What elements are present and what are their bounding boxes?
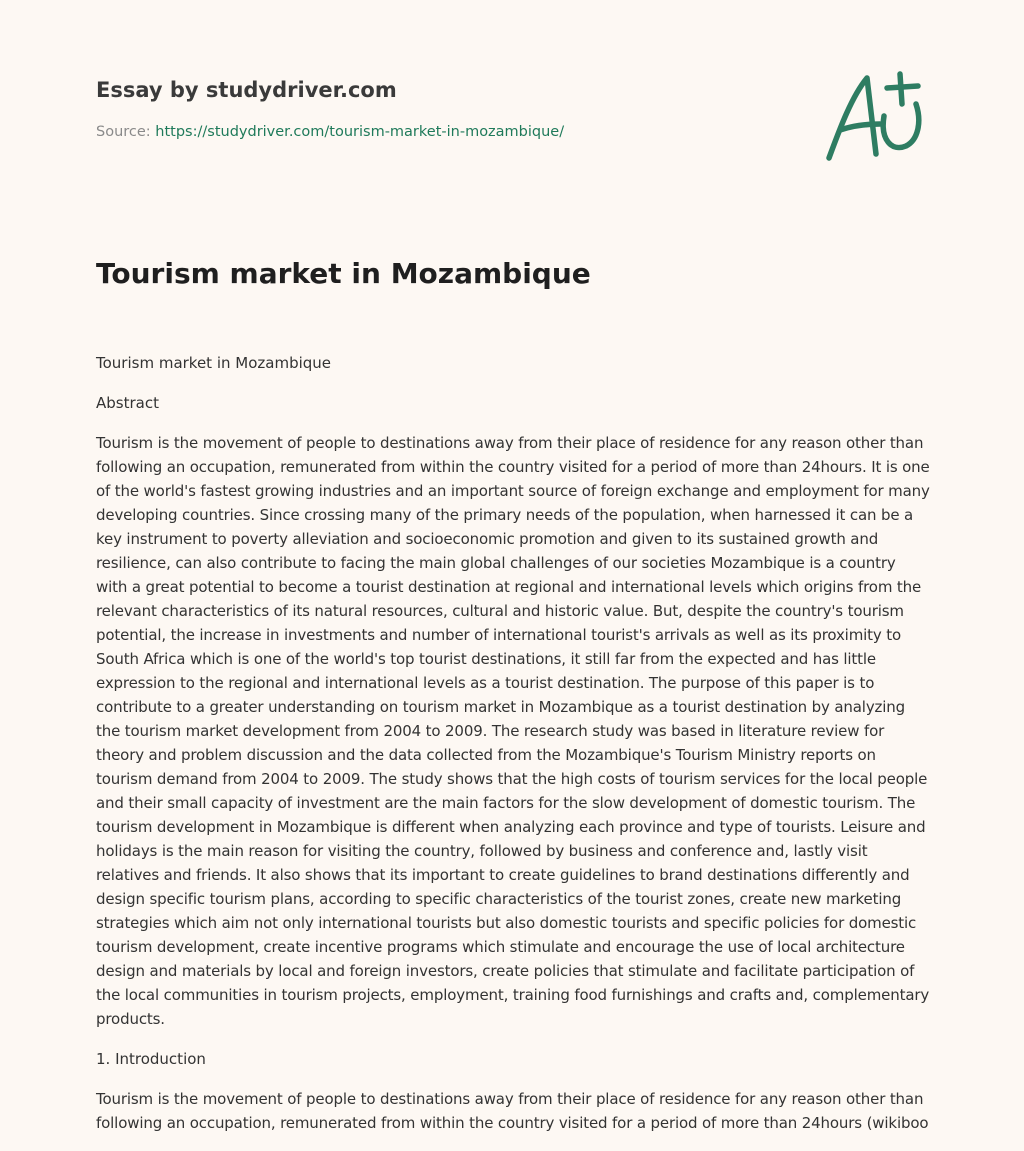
introduction-line-1: Tourism is the movement of people to destinations away from their place of residence for any reason other than [96, 1090, 924, 1108]
page-title: Tourism market in Mozambique [96, 257, 591, 290]
a-plus-logo-icon [820, 66, 930, 166]
source-line [96, 122, 564, 142]
site-title: Essay by studydriver.com [96, 78, 397, 102]
header [96, 76, 564, 142]
introduction-heading: 1. Introduction [96, 1050, 206, 1068]
abstract-paragraph: Tourism is the movement of people to destinations away from their place of residence for any reason other than following an occupation, remunerated from within the country visited for a period of more than 24hours. It is one of the world's fastest growing industries and an important source of foreign exchange and employment for many developing countries. Since crossing many of the primary needs of the population, when harnessed it can be a key instrument to poverty alleviation and socioeconomic promotion and given to its sustained growth and resilience, can also contribute to facing the main global challenges of our societies Mozambique is a country with a great potential to become a tourist destination at regional and international levels which origins from the relevant characteristics of its natural resources, cultural and historic value. But, despite the country's tourism potential, the increase in investments and number of international tourist's arrivals as well as its proximity to South Africa which is one of the world's top tourist destinations, it still far from the expected and has little expression to the regional and international levels as a tourist destination. The purpose of this paper is to contribute to a greater understanding on tourism market in Mozambique as a tourist destination by analyzing the tourism market development from 2004 to 2009. The research study was based in literature review for theory and problem discussion and the data collected from the Mozambique's Tourism Ministry reports on tourism demand from 2004 to 2009. The study shows that the high costs of tourism services for the local people and their small capacity of investment are the main factors for the slow development of domestic tourism. The tourism development in Mozambique is different when analyzing each province and type of tourists. Leisure and holidays is the main reason for visiting the country, followed by business and conference and, lastly visit relatives and friends. It also shows that its important to create guidelines to brand destinations differently and design specific tourism plans, according to specific characteristics of the tourist zones, create new marketing strategies which aim not only international tourists but also domestic tourists and specific policies for domestic tourism development, create incentive programs which stimulate and encourage the use of local architecture design and materials by local and foreign investors, create policies that stimulate and facilitate participation of the local communities in tourism projects, employment, training food furnishings and crafts and, complementary products. [96, 434, 930, 1028]
source-label: Source: [96, 124, 151, 140]
abstract-heading: Abstract [96, 394, 159, 412]
source-link[interactable]: https://studydriver.com/tourism-market-in-mozambique/ [155, 124, 565, 140]
essay-subtitle: Tourism market in Mozambique [96, 354, 332, 372]
introduction-paragraph [96, 1087, 930, 1135]
introduction-line-2: following an occupation, remunerated from within the country visited for a period of more than 24hours (wikiboo [96, 1114, 929, 1132]
essay-content [96, 351, 930, 1151]
